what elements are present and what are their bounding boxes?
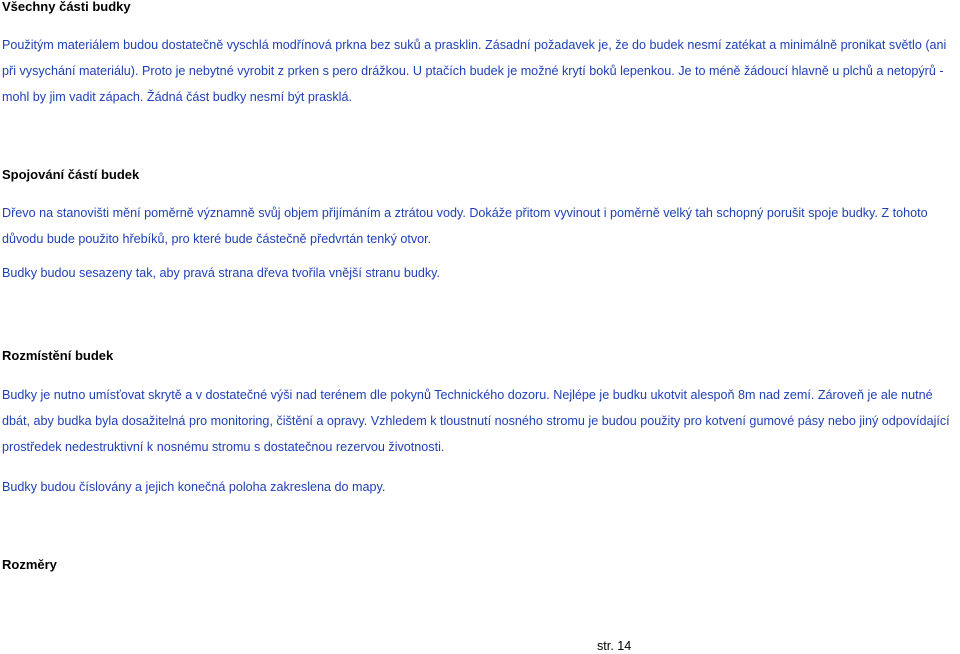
section-body-joining — [2, 200, 958, 286]
paragraph: Použitým materiálem budou dostatečně vyschlá modřínová prkna bez suků a prasklin. Zásadní požadavek je, že do budek nesmí zatékat a minimálně pronikat světlo (ani při vysychání materiálu). Proto je nebytné vyrobit z prken s pero drážkou. U ptačích budek je možné krytí boků lepenkou. Je to méně žádoucí hlavně u plchů a netopýrů - mohl by jim vadit zápach. Žádná část budky nesmí být prasklá. — [2, 38, 947, 104]
paragraph: Budky budou sesazeny tak, aby pravá strana dřeva tvořila vnější stranu budky. — [2, 266, 440, 280]
section-body-all-parts — [2, 32, 958, 110]
section-heading-dimensions: Rozměry — [2, 557, 57, 572]
paragraph: Dřevo na stanovišti mění poměrně významně svůj objem přijímáním a ztrátou vody. Dokáže přitom vyvinout i poměrně velký tah schopný porušit spoje budky. Z tohoto důvodu bude použito hřebíků, pro které bude částečně předvrtán tenký otvor. — [2, 206, 928, 246]
section-heading-placement: Rozmístění budek — [2, 348, 114, 363]
page-number: str. 14 — [597, 639, 632, 653]
paragraph: Budky budou číslovány a jejich konečná poloha zakreslena do mapy. — [2, 480, 386, 494]
section-body-placement — [2, 382, 958, 500]
section-heading-joining: Spojování částí budek — [2, 167, 140, 182]
paragraph: Budky je nutno umísťovat skrytě a v dostatečné výši nad terénem dle pokynů Technického dozoru. Nejlépe je budku ukotvit alespoň 8m nad zemí. Zároveň je ale nutné dbát, aby budka byla dosažitelná pro monitoring, čištění a opravy. Vzhledem k tloustnutí nosného stromu je budou použity pro kotvení gumové pásy nebo jiný odpovídající prostředek nedestruktivní k nosnému stromu s dostatečnou rezervou životnosti. — [2, 388, 950, 454]
section-heading-all-parts: Všechny části budky — [2, 0, 131, 14]
